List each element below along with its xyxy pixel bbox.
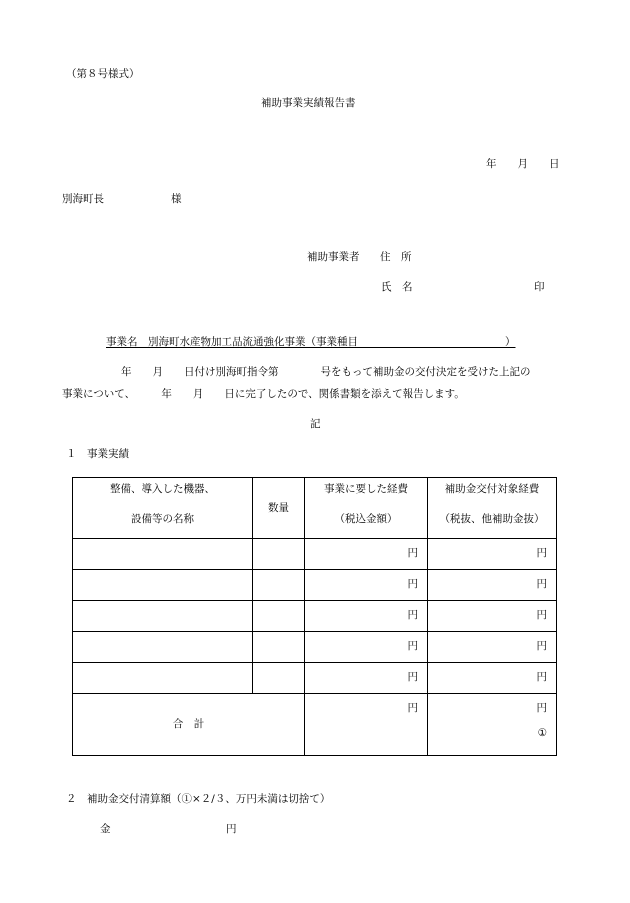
equipment-name-cell[interactable] <box>73 539 253 570</box>
quantity-cell[interactable] <box>253 539 305 570</box>
header-eligible-line-1: 補助金交付対象経費 <box>444 483 540 495</box>
body-line-2: 事業について、 年 月 日に完了したので、関係書類を添えて報告します。 <box>62 388 465 400</box>
project-cost-cell[interactable] <box>305 570 428 601</box>
quantity-cell[interactable] <box>253 601 305 632</box>
header-equipment-name <box>73 478 253 539</box>
table-row <box>73 663 557 694</box>
header-cost-line-1: 事業に要した経費 <box>324 483 408 495</box>
eligible-cost-cell[interactable] <box>428 539 557 570</box>
table-row <box>73 632 557 663</box>
total-eligible-cost-cell[interactable] <box>428 694 557 756</box>
yen-unit: 円 <box>536 578 547 590</box>
project-cost-cell[interactable] <box>305 539 428 570</box>
yen-unit: 円 <box>536 609 547 621</box>
header-quantity-label: 数量 <box>268 501 289 514</box>
eligible-cost-cell[interactable] <box>428 570 557 601</box>
section-1-heading: １ 事業実績 <box>66 448 129 460</box>
equipment-name-cell[interactable] <box>73 663 253 694</box>
recipient-honorific: 様 <box>171 193 182 205</box>
ki-label: 記 <box>310 418 321 430</box>
eligible-cost-cell[interactable] <box>428 632 557 663</box>
yen-unit: 円 <box>536 671 547 683</box>
project-name-line: 事業名 別海町水産物加工品流通強化事業（事業種目 ） <box>106 336 516 348</box>
total-label-cell <box>73 694 305 756</box>
header-cost-line-2: （税込金額） <box>334 512 398 525</box>
yen-unit: 円 <box>407 547 418 559</box>
eligible-cost-cell[interactable] <box>428 601 557 632</box>
header-equipment-line-2: 設備等の名称 <box>131 512 194 525</box>
yen-unit: 円 <box>407 578 418 590</box>
table-row <box>73 539 557 570</box>
name-label: 氏 名 <box>381 281 413 293</box>
eligible-cost-cell[interactable] <box>428 663 557 694</box>
total-label: 合 計 <box>172 718 205 731</box>
header-equipment-line-1: 整備、導入した機器、 <box>110 483 215 495</box>
yen-unit: 円 <box>536 702 547 714</box>
header-eligible-line-2: （税抜、他補助金抜） <box>439 512 545 525</box>
quantity-cell[interactable] <box>253 663 305 694</box>
table-row <box>73 601 557 632</box>
header-project-cost <box>305 478 428 539</box>
section-2-heading: ２ 補助金交付清算額（①×２/３、万円未満は切捨て） <box>66 793 331 805</box>
quantity-cell[interactable] <box>253 632 305 663</box>
yen-unit: 円 <box>407 702 418 714</box>
amount-unit: 円 <box>226 823 237 835</box>
table-header-row <box>73 478 557 539</box>
recipient-name: 別海町長 <box>62 193 104 205</box>
quantity-cell[interactable] <box>253 570 305 601</box>
date-line: 年 月 日 <box>486 158 560 170</box>
form-number: （第８号様式） <box>66 68 140 80</box>
total-row <box>73 694 557 756</box>
yen-unit: 円 <box>407 671 418 683</box>
equipment-name-cell[interactable] <box>73 601 253 632</box>
yen-unit: 円 <box>536 547 547 559</box>
project-cost-cell[interactable] <box>305 663 428 694</box>
yen-unit: 円 <box>407 609 418 621</box>
total-project-cost-cell[interactable] <box>305 694 428 756</box>
document-title: 補助事業実績報告書 <box>261 97 356 109</box>
yen-unit: 円 <box>536 640 547 652</box>
applicant-role: 補助事業者 <box>307 251 360 263</box>
yen-unit: 円 <box>407 640 418 652</box>
equipment-name-cell[interactable] <box>73 632 253 663</box>
body-line-1: 年 月 日付け別海町指令第 号をもって補助金の交付決定を受けた上記の <box>121 366 531 378</box>
header-quantity <box>253 478 305 539</box>
address-label: 住 所 <box>380 251 412 263</box>
seal-label: 印 <box>534 281 545 293</box>
amount-label: 金 <box>100 823 111 835</box>
project-cost-cell[interactable] <box>305 601 428 632</box>
circle-one-mark: ① <box>537 726 547 739</box>
equipment-name-cell[interactable] <box>73 570 253 601</box>
header-eligible-cost <box>428 478 557 539</box>
project-cost-cell[interactable] <box>305 632 428 663</box>
results-table <box>72 477 557 756</box>
table-row <box>73 570 557 601</box>
